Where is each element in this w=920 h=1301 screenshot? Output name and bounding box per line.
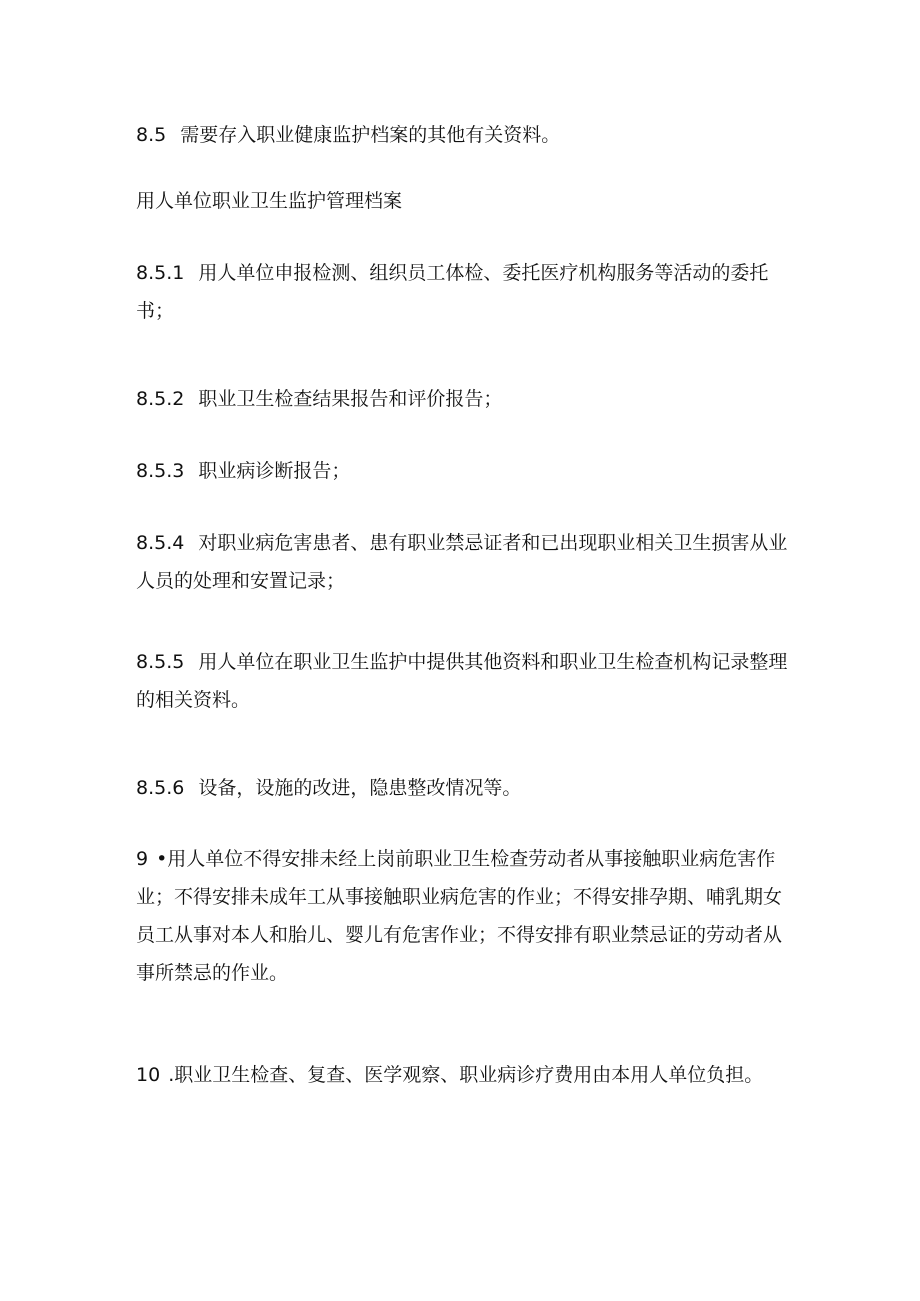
paragraph-text: 用人单位申报检测、组织员工体检、委托医疗机构服务等活动的委托书； xyxy=(136,262,769,322)
paragraph-text: 用人单位职业卫生监护管理档案 xyxy=(136,190,403,212)
paragraph-8-5-1 xyxy=(136,254,796,330)
section-number: 8.5.4 xyxy=(136,532,185,554)
section-number: 8.5.6 xyxy=(136,777,185,799)
paragraph-text: 职业卫生检查结果报告和评价报告； xyxy=(198,388,503,410)
section-number: 9 xyxy=(136,848,149,870)
paragraph-8-5-4 xyxy=(136,524,796,600)
paragraph-8-5-3 xyxy=(136,452,796,490)
paragraph-8-5-5 xyxy=(136,643,796,719)
paragraph-text: 职业病诊断报告； xyxy=(198,460,351,482)
paragraph-8-5-2 xyxy=(136,380,796,418)
section-number: 8.5.3 xyxy=(136,460,185,482)
paragraph-text: .职业卫生检查、复查、医学观察、职业病诊疗费用由本用人单位负担。 xyxy=(168,1064,764,1086)
paragraph-text: 设备，设施的改进，隐患整改情况等。 xyxy=(198,777,522,799)
section-number: 8.5.1 xyxy=(136,262,185,284)
section-number: 8.5.5 xyxy=(136,651,185,673)
paragraph-10 xyxy=(136,1056,796,1094)
paragraph-text: 需要存入职业健康监护档案的其他有关资料。 xyxy=(180,124,561,146)
section-number: 10 xyxy=(136,1064,161,1086)
paragraph-8-5-6 xyxy=(136,769,796,807)
section-heading xyxy=(136,182,796,220)
paragraph-8-5 xyxy=(136,116,796,154)
paragraph-text: •用人单位不得安排未经上岗前职业卫生检查劳动者从事接触职业病危害作业；不得安排未成年工从事接触职业病危害的作业；不得安排孕期、哺乳期女员工从事对本人和胎儿、婴儿有危害作业；不得安排有职业禁忌证的劳动者从事所禁忌的作业。 xyxy=(136,848,783,984)
paragraph-text: 用人单位在职业卫生监护中提供其他资料和职业卫生检查机构记录整理的相关资料。 xyxy=(136,651,788,711)
section-number: 8.5 xyxy=(136,124,167,146)
paragraph-9 xyxy=(136,840,796,992)
paragraph-text: 对职业病危害患者、患有职业禁忌证者和已出现职业相关卫生损害从业人员的处理和安置记录； xyxy=(136,532,788,592)
section-number: 8.5.2 xyxy=(136,388,185,410)
